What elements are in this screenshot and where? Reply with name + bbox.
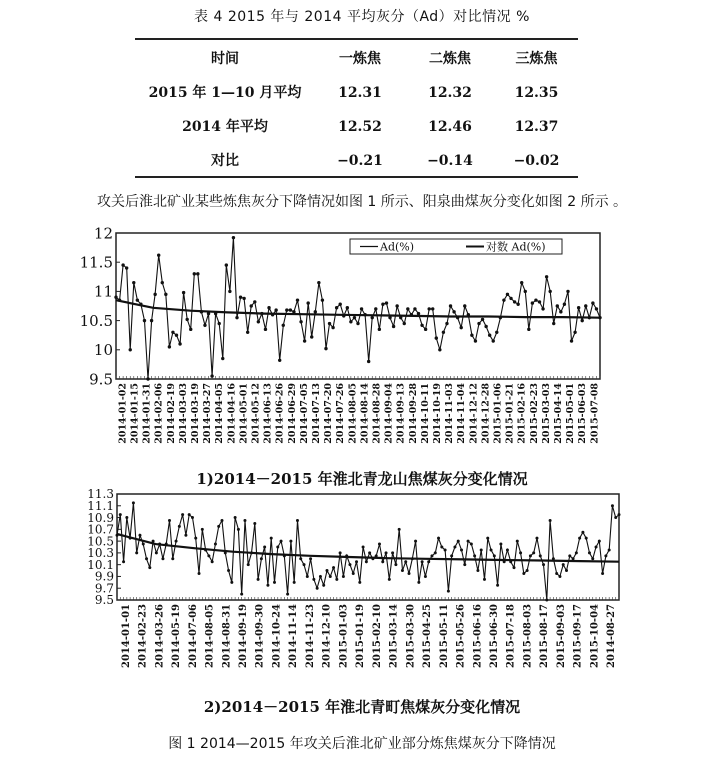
x-tick-label: 2015-04-14 xyxy=(552,383,564,444)
x-tick-label: 2014-08-28 xyxy=(371,383,383,444)
x-tick-label: 2014-02-06 xyxy=(153,383,165,444)
x-tick-label: 2014-03-27 xyxy=(202,383,214,444)
x-tick-label: 2014-05-12 xyxy=(250,383,262,444)
y-tick-label: 10.1 xyxy=(87,557,114,572)
row-label: 2014 年平均 xyxy=(182,119,268,135)
x-tick-label: 2014-03-19 xyxy=(189,383,201,444)
x-tick-label: 2015-03-30 xyxy=(405,604,417,668)
header-time: 时间 xyxy=(211,51,239,67)
y-tick-label: 9.9 xyxy=(94,569,114,584)
x-tick-label: 2015-09-03 xyxy=(555,604,567,668)
y-tick-label: 11.3 xyxy=(87,487,114,502)
x-tick-label: 2014-08-14 xyxy=(359,383,371,444)
comparison-table xyxy=(135,42,578,178)
table-cell: 12.32 xyxy=(428,85,472,101)
x-tick-label: 2014-01-01 xyxy=(120,604,132,668)
header-coking-3: 三炼焦 xyxy=(515,51,558,67)
x-tick-label: 2015-02-10 xyxy=(371,604,383,668)
table-cell: −0.21 xyxy=(337,153,383,169)
table-cell: 12.37 xyxy=(514,119,559,135)
table-cell: 12.35 xyxy=(514,85,559,101)
body-paragraph: 攻关后淮北矿业某些炼焦灰分下降情况如图 1 所示、阳泉曲煤灰分变化如图 2 所示 。 xyxy=(96,194,628,210)
chart2-title: 2)2014－2015 年淮北青町焦煤灰分变化情况 xyxy=(203,698,521,716)
table-cell: −0.14 xyxy=(427,153,473,169)
x-tick-label: 2014-10-19 xyxy=(431,383,443,444)
y-tick-label: 11.5 xyxy=(79,253,113,272)
row-label: 对比 xyxy=(211,153,239,169)
table-cell: 12.31 xyxy=(338,85,382,101)
x-tick-label: 2014-08-27 xyxy=(606,604,618,668)
x-tick-label: 2015-07-08 xyxy=(589,383,601,444)
y-tick-label: 10.7 xyxy=(87,522,114,537)
x-tick-label: 2014-07-20 xyxy=(323,383,335,444)
chart-qingting xyxy=(0,486,724,696)
x-tick-label: 2014-11-04 xyxy=(456,383,468,444)
y-tick-label: 10 xyxy=(93,341,113,360)
table-row xyxy=(135,144,578,178)
table-title: 表 4 2015 年与 2014 平均灰分（Ad）对比情况 % xyxy=(194,9,530,25)
x-tick-label: 2015-01-21 xyxy=(504,383,516,444)
x-tick-label: 2015-01-03 xyxy=(338,604,350,668)
x-tick-label: 2014-05-19 xyxy=(171,604,183,668)
x-tick-label: 2015-06-16 xyxy=(472,604,484,668)
table-header-row xyxy=(135,42,578,76)
x-tick-label: 2014-06-26 xyxy=(274,383,286,444)
y-tick-label: 11 xyxy=(93,282,113,301)
x-tick-label: 2015-06-03 xyxy=(577,383,589,444)
x-tick-label: 2015-03-14 xyxy=(388,604,400,668)
x-tick-label: 2014-09-13 xyxy=(395,383,407,444)
table-cell: 12.46 xyxy=(428,119,472,135)
x-tick-label: 2014-04-16 xyxy=(226,383,238,444)
series-log-trend xyxy=(117,534,619,562)
x-tick-label: 2015-10-04 xyxy=(589,604,601,668)
y-tick-label: 11.1 xyxy=(87,498,114,513)
x-tick-label: 2015-08-03 xyxy=(522,604,534,668)
x-tick-label: 2014-12-10 xyxy=(321,604,333,668)
y-tick-label: 12 xyxy=(93,225,113,243)
legend-label: Ad(%) xyxy=(380,240,415,254)
x-tick-label: 2014-09-30 xyxy=(254,604,266,668)
x-tick-label: 2015-03-03 xyxy=(540,383,552,444)
x-tick-label: 2014-06-29 xyxy=(286,383,298,444)
table-row xyxy=(135,110,578,144)
x-tick-label: 2014-02-23 xyxy=(137,604,149,668)
y-tick-label: 9.7 xyxy=(94,581,114,596)
y-tick-label: 10.5 xyxy=(87,534,114,549)
x-tick-label: 2015-01-19 xyxy=(355,604,367,668)
x-tick-label: 2015-08-17 xyxy=(539,604,551,668)
x-tick-label: 2014-09-28 xyxy=(407,383,419,444)
chart-qinglongshan xyxy=(0,225,724,465)
table-row xyxy=(135,76,578,110)
x-tick-label: 2015-05-26 xyxy=(455,604,467,668)
y-tick-label: 10.9 xyxy=(87,510,114,525)
x-tick-label: 2014-02-19 xyxy=(165,383,177,444)
x-tick-label: 2014-10-11 xyxy=(419,383,431,444)
plot-frame xyxy=(116,233,600,379)
figure-caption: 图 1 2014—2015 年攻关后淮北矿业部分炼焦煤灰分下降情况 xyxy=(168,736,556,752)
x-tick-label: 2014-01-02 xyxy=(117,383,129,444)
y-tick-label: 9.5 xyxy=(89,370,113,389)
x-tick-label: 2014-08-31 xyxy=(221,604,233,668)
x-tick-label: 2014-01-15 xyxy=(129,383,141,444)
x-tick-label: 2015-02-16 xyxy=(516,383,528,444)
chart1-title: 1)2014－2015 年淮北青龙山焦煤灰分变化情况 xyxy=(196,470,528,488)
x-tick-label: 2014-11-14 xyxy=(288,604,300,668)
x-tick-label: 2015-06-30 xyxy=(489,604,500,668)
x-tick-label: 2014-07-05 xyxy=(298,383,310,444)
x-tick-label: 2015-04-25 xyxy=(422,604,434,668)
x-tick-label: 2014-09-04 xyxy=(383,383,395,444)
x-tick-label: 2015-05-11 xyxy=(438,604,450,668)
x-tick-label: 2014-01-31 xyxy=(141,383,153,444)
x-tick-label: 2014-07-13 xyxy=(310,383,322,444)
x-tick-label: 2015-09-17 xyxy=(572,604,584,668)
x-tick-label: 2015-05-01 xyxy=(565,383,577,444)
x-tick-label: 2014-06-13 xyxy=(262,383,274,444)
x-tick-label: 2014-07-26 xyxy=(335,383,347,444)
x-tick-label: 2014-11-03 xyxy=(444,383,456,444)
y-tick-label: 9.5 xyxy=(94,593,114,608)
x-tick-label: 2015-02-23 xyxy=(528,383,540,444)
x-tick-label: 2015-01-06 xyxy=(492,383,504,444)
x-tick-label: 2014-03-26 xyxy=(154,604,166,668)
row-label: 2015 年 1—10 月平均 xyxy=(148,85,302,101)
legend-label: 对数 Ad(%) xyxy=(486,240,546,254)
x-tick-label: 2014-03-03 xyxy=(177,383,189,444)
y-tick-label: 10.5 xyxy=(79,311,113,330)
table-top-rule xyxy=(135,38,578,40)
x-tick-label: 2014-08-05 xyxy=(204,604,216,668)
table-cell: 12.52 xyxy=(338,119,382,135)
x-tick-label: 2014-12-12 xyxy=(468,383,480,444)
x-tick-label: 2014-07-06 xyxy=(187,604,199,668)
x-tick-label: 2014-11-23 xyxy=(304,604,316,668)
x-tick-label: 2014-10-24 xyxy=(271,604,283,668)
x-tick-label: 2014-12-28 xyxy=(480,383,492,444)
y-tick-label: 10.3 xyxy=(87,546,114,561)
table-cell: −0.02 xyxy=(513,153,560,169)
x-tick-label: 2014-08-05 xyxy=(347,383,359,444)
header-coking-2: 二炼焦 xyxy=(429,51,471,67)
x-tick-label: 2014-05-01 xyxy=(238,383,250,444)
series-ad-line xyxy=(116,238,600,379)
x-tick-label: 2014-04-05 xyxy=(214,383,226,444)
x-tick-label: 2015-07-18 xyxy=(505,604,517,668)
x-tick-label: 2014-09-19 xyxy=(238,604,249,668)
header-coking-1: 一炼焦 xyxy=(339,51,381,67)
